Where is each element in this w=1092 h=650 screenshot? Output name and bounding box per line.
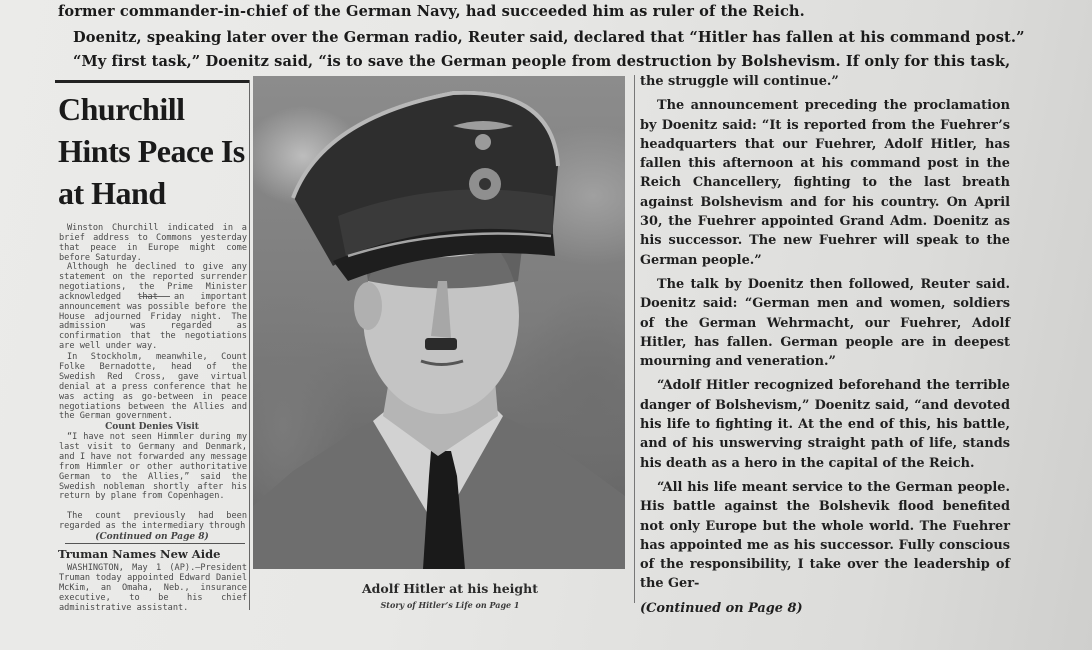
right-paragraph-3: The talk by Doenitz then followed, Reuter said. Doenitz said: “German men and women, soldiers of the German Wehrmacht, our Fuehrer, Adolf Hitler, has fallen. German people are in deepest mourning and veneration.” <box>640 276 1010 370</box>
hitler-portrait-photo <box>253 76 625 569</box>
top-paragraph-line-3: “My first task,” Doenitz said, “is to save the German people from destruction by Bolshevism. If only for this task, <box>73 53 1011 70</box>
top-paragraph-line-2: Doenitz, speaking later over the German radio, Reuter said, declared that “Hitler has fallen at his command post.” <box>73 29 1025 46</box>
top-paragraph-line-1: former commander-in-chief of the German Navy, had succeeded him as ruler of the Reich. <box>58 3 805 20</box>
continued-notice-right: (Continued on Page 8) <box>640 600 803 616</box>
portrait-illustration <box>253 76 625 569</box>
right-paragraph-2: The announcement preceding the proclamation by Doenitz said: “It is reported from the Fuehrer’s headquarters that our Fuehrer, Adolf Hitler, has fallen this afternoon at his command post in the Reich Chancellery, fighting to the last breath against Bolshevism and for his country. On April 30, the Fuehrer appointed Grand Adm. Doenitz as his successor. The new Fuehrer will speak to the German people.” <box>640 98 1010 268</box>
article-paragraph-4: “I have not seen Himmler during my last visit to Germany and Denmark, and I have not forwarded any message from Himmler or other authoritative German to the Allies,” said the Swedish nobleman shortly after his return by plane from Copenhagen. <box>59 432 247 502</box>
continued-notice-left: (Continued on Page 8) <box>95 532 209 542</box>
right-paragraph-1: the struggle will continue.” <box>640 74 839 89</box>
article-paragraph-2: Although he declined to give any statement on the reported surrender negotiations, the Prime Minister acknowledged that an important announcement was possible before the House adjourned Friday night. The admission was regarded as confirmation that the negotiations are well under way. <box>59 262 247 352</box>
article-paragraph-3: In Stockholm, meanwhile, Count Folke Bernadotte, head of the Swedish Red Cross, gave virtual denial at a press conference that he was acting as go-between in peace negotiations between the Allies and the German government. <box>59 352 247 422</box>
right-column-article <box>640 72 1010 623</box>
article-paragraph-1: Winston Churchill indicated in a brief address to Commons yesterday that peace in Europe might come before Saturday. <box>59 223 247 263</box>
headline-churchill: Churchill Hints Peace Is at Hand <box>58 91 245 211</box>
left-column-article <box>55 80 250 613</box>
right-paragraph-4: “Adolf Hitler recognized beforehand the terrible danger of Bolshevism,” Doenitz said, “and devoted his life to fighting it. At the end of this, his battle, and of his unswerving straight path of life, stands his death as a hero in the capital of the Reich. <box>640 378 1010 471</box>
right-paragraph-5: “All his life meant service to the German people. His battle against the Bolshevik flood benefited not only Europe but the whole world. The Fuehrer has appointed me as his successor. Fully conscious of the responsibility, I take over the leadership of the Ger- <box>640 479 1010 592</box>
subhead-count-denies-visit: Count Denies Visit <box>105 422 199 432</box>
headline-truman: Truman Names New Aide <box>58 547 221 561</box>
column-rule <box>634 75 635 603</box>
photo-subcaption: Story of Hitler’s Life on Page 1 <box>380 600 520 610</box>
truman-paragraph: WASHINGTON, May 1 (AP).—President Truman today appointed Edward Daniel McKim, an Omaha, Neb., insurance executive, to be his chief administrative assistant. <box>59 563 247 613</box>
column-top-rule <box>55 80 249 83</box>
photo-caption: Adolf Hitler at his height <box>361 581 539 596</box>
article-divider <box>65 543 245 544</box>
article-paragraph-5: The count previously had been regarded as the intermediary through <box>59 511 247 531</box>
